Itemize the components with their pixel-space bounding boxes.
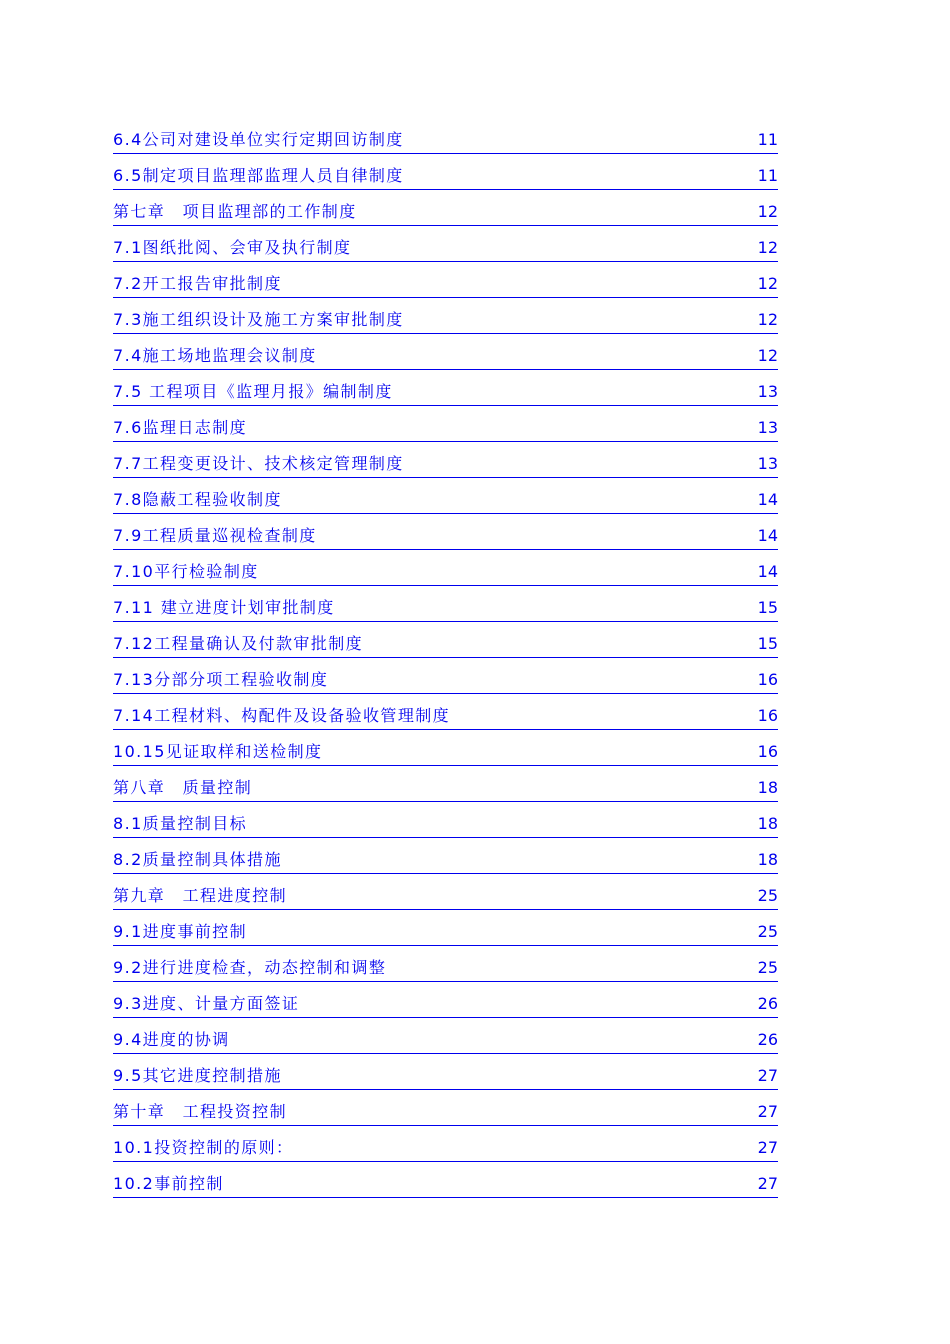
toc-entry[interactable] (113, 622, 778, 658)
toc-entry-page-number: 11 (757, 166, 778, 185)
toc-entry-page-number: 11 (757, 130, 778, 149)
toc-entry[interactable] (113, 874, 778, 910)
toc-entry-page-number: 18 (757, 850, 778, 869)
toc-entry-title: 7.12工程量确认及付款审批制度 (113, 634, 364, 653)
toc-entry-page-number: 13 (757, 454, 778, 473)
toc-entry[interactable] (113, 730, 778, 766)
toc-entry-page-number: 14 (757, 562, 778, 581)
toc-entry[interactable] (113, 262, 778, 298)
toc-entry-title: 7.6监理日志制度 (113, 418, 248, 437)
toc-entry[interactable] (113, 1126, 778, 1162)
toc-entry-page-number: 25 (757, 922, 778, 941)
toc-entry-title: 7.5 工程项目《监理月报》编制制度 (113, 382, 393, 401)
toc-entry-page-number: 15 (757, 598, 778, 617)
toc-entry-page-number: 12 (757, 238, 778, 257)
toc-entry-page-number: 26 (757, 1030, 778, 1049)
toc-entry-title: 7.1图纸批阅、会审及执行制度 (113, 238, 352, 257)
toc-entry-title: 10.1投资控制的原则： (113, 1138, 294, 1157)
toc-entry-page-number: 16 (757, 706, 778, 725)
toc-entry-page-number: 27 (757, 1138, 778, 1157)
toc-entry-page-number: 12 (757, 310, 778, 329)
toc-entry-title: 第十章 工程投资控制 (113, 1102, 288, 1121)
toc-entry-title: 第九章 工程进度控制 (113, 886, 288, 905)
toc-entry-page-number: 14 (757, 490, 778, 509)
toc-entry-page-number: 27 (757, 1174, 778, 1193)
toc-entry[interactable] (113, 226, 778, 262)
toc-entry-title: 7.13分部分项工程验收制度 (113, 670, 329, 689)
toc-entry[interactable] (113, 118, 778, 154)
toc-entry-page-number: 25 (757, 886, 778, 905)
toc-entry-page-number: 14 (757, 526, 778, 545)
toc-entry-title: 第八章 质量控制 (113, 778, 253, 797)
toc-entry-title: 6.4公司对建设单位实行定期回访制度 (113, 130, 404, 149)
toc-entry-title: 7.2开工报告审批制度 (113, 274, 282, 293)
toc-entry[interactable] (113, 370, 778, 406)
toc-entry[interactable] (113, 694, 778, 730)
toc-entry[interactable] (113, 910, 778, 946)
toc-entry-title: 8.2质量控制具体措施 (113, 850, 282, 869)
toc-entry-page-number: 12 (757, 346, 778, 365)
toc-entry[interactable] (113, 406, 778, 442)
toc-entry-page-number: 13 (757, 418, 778, 437)
toc-entry-page-number: 16 (757, 670, 778, 689)
toc-entry[interactable] (113, 334, 778, 370)
toc-entry[interactable] (113, 982, 778, 1018)
toc-entry-page-number: 16 (757, 742, 778, 761)
toc-entry-page-number: 27 (757, 1102, 778, 1121)
toc-entry-page-number: 12 (757, 202, 778, 221)
toc-entry-page-number: 13 (757, 382, 778, 401)
toc-entry-title: 7.11 建立进度计划审批制度 (113, 598, 335, 617)
toc-entry[interactable] (113, 946, 778, 982)
toc-entry-title: 7.8隐蔽工程验收制度 (113, 490, 282, 509)
toc-entry-title: 9.3进度、计量方面签证 (113, 994, 300, 1013)
toc-entry[interactable] (113, 550, 778, 586)
toc-entry[interactable] (113, 190, 778, 226)
toc-entry-title: 9.4进度的协调 (113, 1030, 230, 1049)
toc-entry[interactable] (113, 766, 778, 802)
toc-entry-title: 7.3施工组织设计及施工方案审批制度 (113, 310, 404, 329)
toc-entry[interactable] (113, 298, 778, 334)
toc-entry-title: 10.15见证取样和送检制度 (113, 742, 323, 761)
toc-entry-page-number: 15 (757, 634, 778, 653)
toc-entry[interactable] (113, 658, 778, 694)
toc-entry[interactable] (113, 838, 778, 874)
toc-entry-title: 7.10平行检验制度 (113, 562, 259, 581)
toc-entry-title: 7.9工程质量巡视检查制度 (113, 526, 317, 545)
toc-entry[interactable] (113, 1054, 778, 1090)
toc-entry-page-number: 18 (757, 814, 778, 833)
toc-entry-title: 8.1质量控制目标 (113, 814, 248, 833)
toc-entry[interactable] (113, 442, 778, 478)
table-of-contents (113, 118, 778, 1198)
toc-entry-title: 7.7工程变更设计、技术核定管理制度 (113, 454, 404, 473)
toc-entry-title: 6.5制定项目监理部监理人员自律制度 (113, 166, 404, 185)
toc-entry[interactable] (113, 514, 778, 550)
toc-entry[interactable] (113, 586, 778, 622)
toc-entry-title: 10.2事前控制 (113, 1174, 224, 1193)
toc-entry-title: 7.4施工场地监理会议制度 (113, 346, 317, 365)
toc-entry-page-number: 27 (757, 1066, 778, 1085)
toc-entry[interactable] (113, 154, 778, 190)
toc-entry-page-number: 12 (757, 274, 778, 293)
toc-entry-page-number: 25 (757, 958, 778, 977)
toc-entry-title: 9.2进行进度检查，动态控制和调整 (113, 958, 387, 977)
toc-entry[interactable] (113, 1018, 778, 1054)
toc-entry[interactable] (113, 1162, 778, 1198)
toc-entry-page-number: 18 (757, 778, 778, 797)
toc-entry[interactable] (113, 478, 778, 514)
toc-entry[interactable] (113, 802, 778, 838)
toc-entry-title: 7.14工程材料、构配件及设备验收管理制度 (113, 706, 451, 725)
toc-entry-title: 9.5其它进度控制措施 (113, 1066, 282, 1085)
toc-entry-title: 第七章 项目监理部的工作制度 (113, 202, 357, 221)
toc-entry[interactable] (113, 1090, 778, 1126)
toc-entry-page-number: 26 (757, 994, 778, 1013)
toc-entry-title: 9.1进度事前控制 (113, 922, 248, 941)
